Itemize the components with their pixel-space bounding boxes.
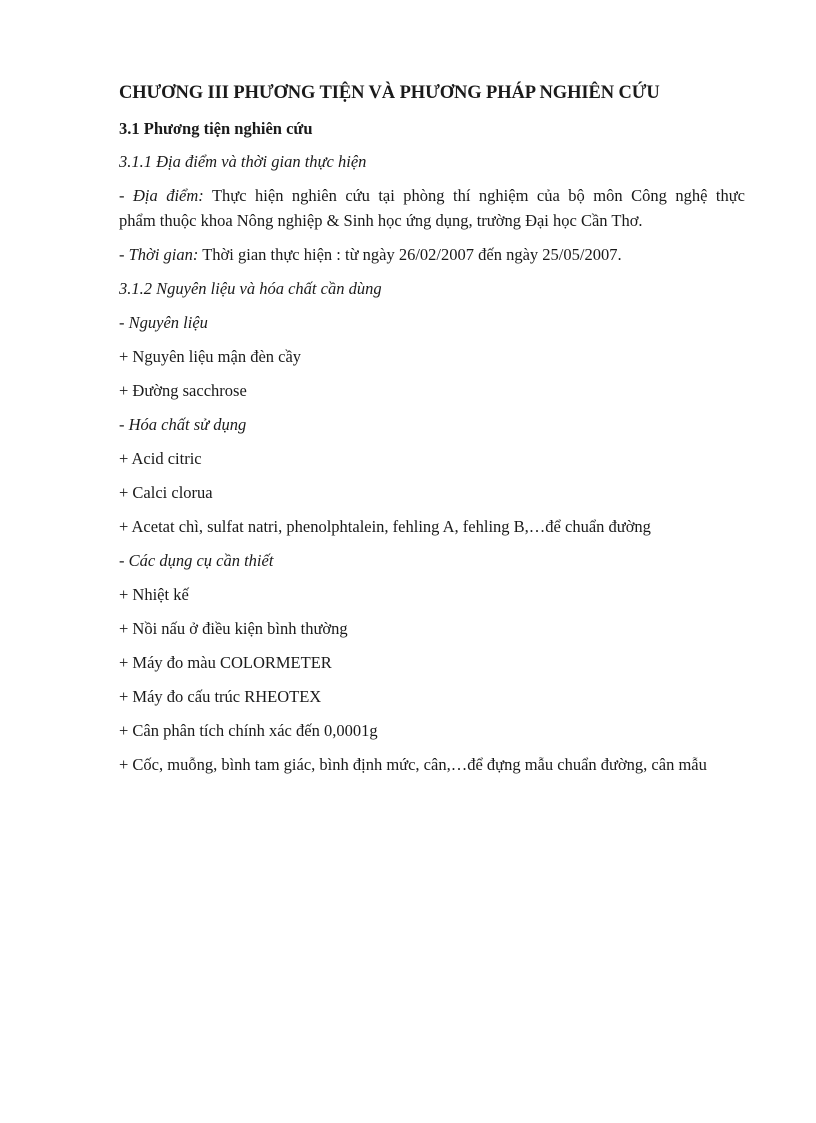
materials-heading: - Nguyên liệu: [119, 313, 208, 332]
location-paragraph-line2: phẩm thuộc khoa Nông nghiệp & Sinh học ứng dụng, trường Đại học Cần Thơ.: [119, 211, 643, 230]
chapter-title: CHƯƠNG III PHƯƠNG TIỆN VÀ PHƯƠNG PHÁP NGHIÊN CỨU: [119, 83, 660, 103]
time-label: - Thời gian:: [119, 245, 199, 264]
list-item: + Đường sacchrose: [119, 381, 247, 400]
tools-heading: - Các dụng cụ cần thiết: [119, 551, 274, 570]
list-item: + Calci clorua: [119, 483, 213, 502]
list-item: + Cân phân tích chính xác đến 0,0001g: [119, 721, 378, 740]
subsection-title-materials: 3.1.2 Nguyên liệu và hóa chất cần dùng: [119, 279, 382, 298]
list-item: + Nồi nấu ở điều kiện bình thường: [119, 619, 348, 638]
list-item: + Máy đo màu COLORMETER: [119, 653, 332, 672]
time-paragraph: [119, 245, 745, 265]
location-label: - Địa điểm:: [119, 186, 204, 205]
chemicals-heading: - Hóa chất sử dụng: [119, 415, 247, 434]
section-title: 3.1 Phương tiện nghiên cứu: [119, 119, 313, 138]
time-text: Thời gian thực hiện : từ ngày 26/02/2007 đến ngày 25/05/2007.: [198, 245, 622, 264]
list-item: + Nhiệt kế: [119, 585, 189, 604]
subsection-title-location-time: 3.1.1 Địa điểm và thời gian thực hiện: [119, 152, 367, 171]
list-item: + Cốc, muỗng, bình tam giác, bình định mức, cân,…để đựng mẫu chuẩn đường, cân mẫu: [119, 755, 707, 774]
list-item: + Nguyên liệu mận đèn cầy: [119, 347, 302, 366]
location-paragraph-line1: [119, 186, 745, 206]
list-item: + Acetat chì, sulfat natri, phenolphtalein, fehling A, fehling B,…để chuẩn đường: [119, 517, 651, 536]
list-item: + Acid citric: [119, 449, 202, 468]
list-item: + Máy đo cấu trúc RHEOTEX: [119, 687, 322, 706]
location-text-line1: Thực hiện nghiên cứu tại phòng thí nghiệm của bộ môn Công nghệ thực: [203, 186, 745, 205]
